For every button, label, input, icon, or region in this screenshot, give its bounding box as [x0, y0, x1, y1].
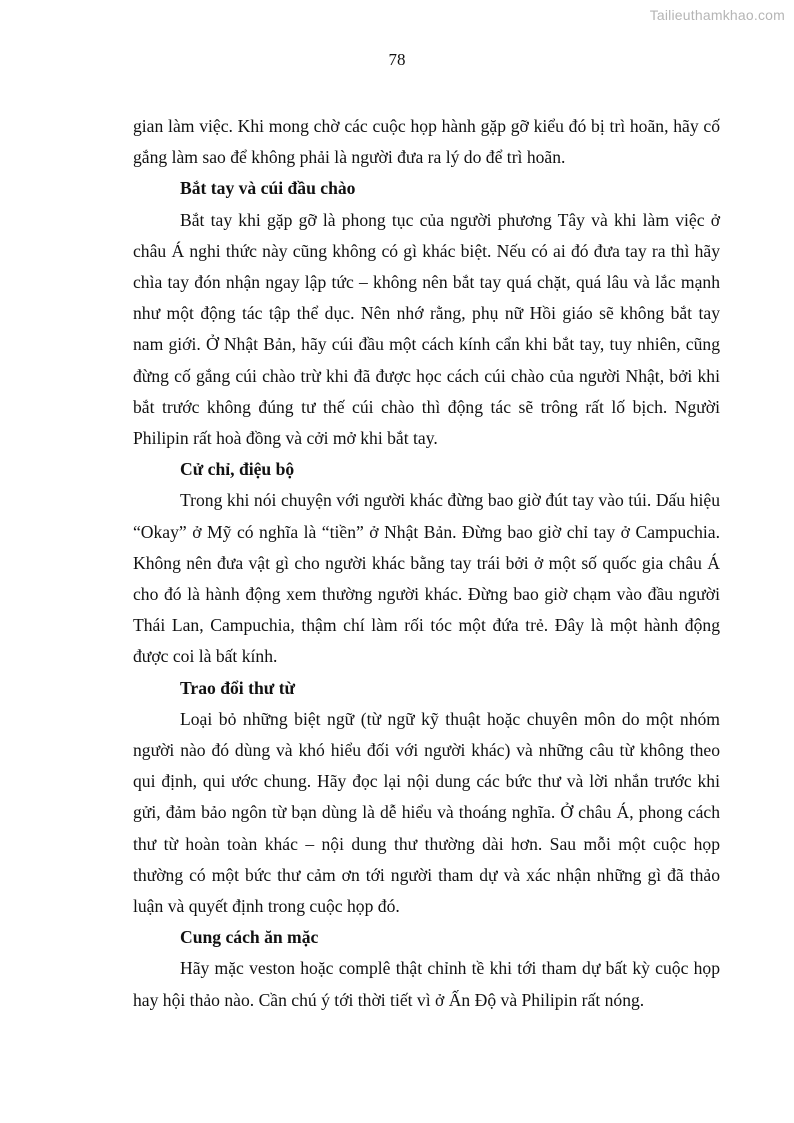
page-number: 78: [388, 50, 406, 69]
section-heading-gestures: Cử chỉ, điệu bộ: [180, 459, 295, 480]
section-heading-handshake: Bắt tay và cúi đầu chào: [180, 178, 356, 199]
watermark-text: Tailieuthamkhao.com: [649, 7, 785, 23]
section-body-dress-code: Hãy mặc veston hoặc complê thật chỉnh tề khi tới tham dự bất kỳ cuộc họp hay hội thảo nào. Cần chú ý tới thời tiết vì ở Ấn Độ và Philipin rất nóng.: [133, 958, 720, 1010]
intro-paragraph: gian làm việc. Khi mong chờ các cuộc họp hành gặp gỡ kiểu đó bị trì hoãn, hãy cố gắng làm sao để không phải là người đưa ra lý do để trì hoãn.: [133, 116, 720, 168]
section-heading-correspondence: Trao đổi thư từ: [180, 677, 296, 698]
document-body: [133, 111, 720, 1016]
section-heading-dress-code: Cung cách ăn mặc: [180, 927, 319, 948]
section-body-handshake: Bắt tay khi gặp gỡ là phong tục của người phương Tây và khi làm việc ở châu Á nghi thức này cũng không có gì khác biệt. Nếu có ai đó đưa tay ra thì hãy chìa tay đón nhận ngay lập tức – không nên bắt tay quá chặt, quá lâu và lắc mạnh như một động tác tập thể dục. Nên nhớ rằng, phụ nữ Hồi giáo sẽ không bắt tay nam giới. Ở Nhật Bản, hãy cúi đầu một cách kính cẩn khi bắt tay, tuy nhiên, cũng đừng cố gắng cúi chào trừ khi đã được học cách cúi chào của người Nhật, bởi khi bắt trước không đúng tư thế cúi chào thì động tác sẽ trông rất lố bịch. Người Philipin rất hoà đồng và cởi mở khi bắt tay.: [133, 209, 720, 449]
section-body-correspondence: Loại bỏ những biệt ngữ (từ ngữ kỹ thuật hoặc chuyên môn do một nhóm người nào đó dùng và khó hiểu đối với người khác) và những câu từ không theo qui định, qui ước chung. Hãy đọc lại nội dung các bức thư và lời nhắn trước khi gửi, đảm bảo ngôn từ bạn dùng là dễ hiểu và thoáng nghĩa. Ở châu Á, phong cách thư từ hoàn toàn khác – nội dung thư thường dài hơn. Sau mỗi một cuộc họp thường có một bức thư cảm ơn tới người tham dự và xác nhận những gì đã thảo luận và quyết định trong cuộc họp đó.: [133, 708, 720, 917]
section-body-gestures: Trong khi nói chuyện với người khác đừng bao giờ đút tay vào túi. Dấu hiệu “Okay” ở Mỹ có nghĩa là “tiền” ở Nhật Bản. Đừng bao giờ chỉ tay ở Campuchia. Không nên đưa vật gì cho người khác bằng tay trái bởi ở một số quốc gia châu Á cho đó là hành động xem thường người khác. Đừng bao giờ chạm vào đầu người Thái Lan, Campuchia, thậm chí làm rối tóc một đứa trẻ. Đây là một hành động được coi là bất kính.: [133, 490, 720, 667]
